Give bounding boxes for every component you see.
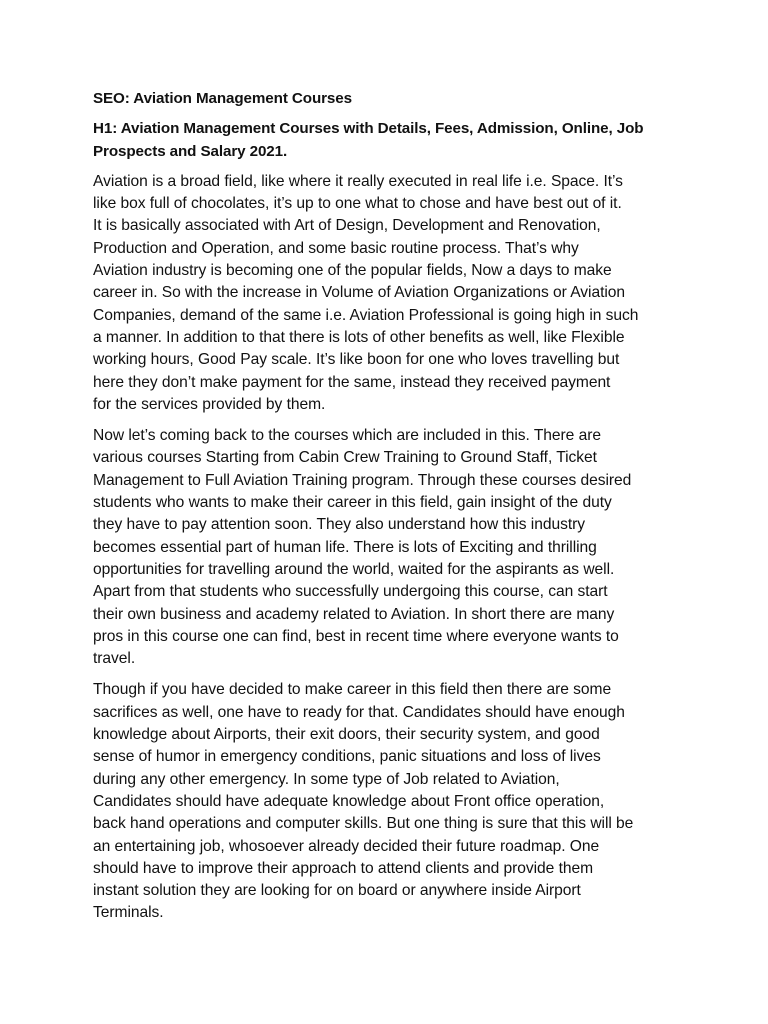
paragraph-line: career in. So with the increase in Volume of Aviation Organizations or Aviation — [93, 284, 626, 302]
h1-heading — [93, 118, 676, 163]
paragraph-intro — [93, 171, 676, 416]
paragraph-line: sacrifices as well, one have to ready for that. Candidates should have enough — [93, 703, 625, 721]
paragraph-line: It is basically associated with Art of Design, Development and Renovation, — [93, 217, 601, 235]
paragraph-line: instant solution they are looking for on board or anywhere inside Airport — [93, 882, 581, 900]
paragraph-line: students who wants to make their career in this field, gain insight of the duty — [93, 494, 612, 512]
paragraph-line: during any other emergency. In some type of Job related to Aviation, — [93, 770, 560, 788]
paragraph-line: various courses Starting from Cabin Crew Training to Ground Staff, Ticket — [93, 449, 597, 467]
paragraph-line: here they don’t make payment for the same, instead they received payment — [93, 373, 611, 391]
paragraph-line: Aviation industry is becoming one of the popular fields, Now a days to make — [93, 262, 612, 280]
paragraph-line: for the services provided by them. — [93, 395, 326, 413]
paragraph-line: Apart from that students who successfully undergoing this course, can start — [93, 583, 608, 601]
paragraph-line: working hours, Good Pay scale. It’s like boon for one who loves travelling but — [93, 351, 620, 369]
seo-title-text: SEO: Aviation Management Courses — [93, 90, 352, 107]
paragraph-line: should have to improve their approach to attend clients and provide them — [93, 859, 594, 877]
paragraph-line: like box full of chocolates, it’s up to one what to chose and have best out of it. — [93, 195, 622, 213]
paragraph-line: Though if you have decided to make career in this field then there are some — [93, 681, 612, 699]
paragraph-line: Production and Operation, and some basic routine process. That’s why — [93, 239, 579, 257]
paragraph-line: Management to Full Aviation Training program. Through these courses desired — [93, 471, 632, 489]
paragraph-courses — [93, 425, 676, 670]
paragraph-line: Companies, demand of the same i.e. Aviation Professional is going high in such — [93, 306, 639, 324]
paragraph-line: an entertaining job, whosoever already decided their future roadmap. One — [93, 837, 600, 855]
paragraph-line: opportunities for travelling around the world, waited for the aspirants as well. — [93, 560, 615, 578]
paragraph-line: Terminals. — [93, 904, 164, 922]
paragraph-requirements — [93, 679, 676, 924]
paragraph-line: travel. — [93, 650, 136, 668]
paragraph-line: Now let’s coming back to the courses which are included in this. There are — [93, 427, 601, 445]
paragraph-line: back hand operations and computer skills. But one thing is sure that this will be — [93, 815, 634, 833]
paragraph-line: a manner. In addition to that there is lots of other benefits as well, like Flexible — [93, 328, 625, 346]
h1-line: Prospects and Salary 2021. — [93, 142, 288, 160]
paragraph-line: Candidates should have adequate knowledge about Front office operation, — [93, 792, 605, 810]
paragraph-line: they have to pay attention soon. They also understand how this industry — [93, 516, 586, 534]
paragraph-line: Aviation is a broad field, like where it really executed in real life i.e. Space. It’s — [93, 172, 623, 190]
paragraph-line: their own business and academy related to Aviation. In short there are many — [93, 605, 615, 623]
seo-title — [93, 88, 676, 110]
h1-line: H1: Aviation Management Courses with Details, Fees, Admission, Online, Job — [93, 120, 644, 138]
paragraph-line: becomes essential part of human life. There is lots of Exciting and thrilling — [93, 538, 597, 556]
paragraph-line: sense of humor in emergency conditions, panic situations and loss of lives — [93, 748, 601, 766]
paragraph-line: knowledge about Airports, their exit doors, their security system, and good — [93, 726, 600, 744]
paragraph-line: pros in this course one can find, best in recent time where everyone wants to — [93, 627, 619, 645]
